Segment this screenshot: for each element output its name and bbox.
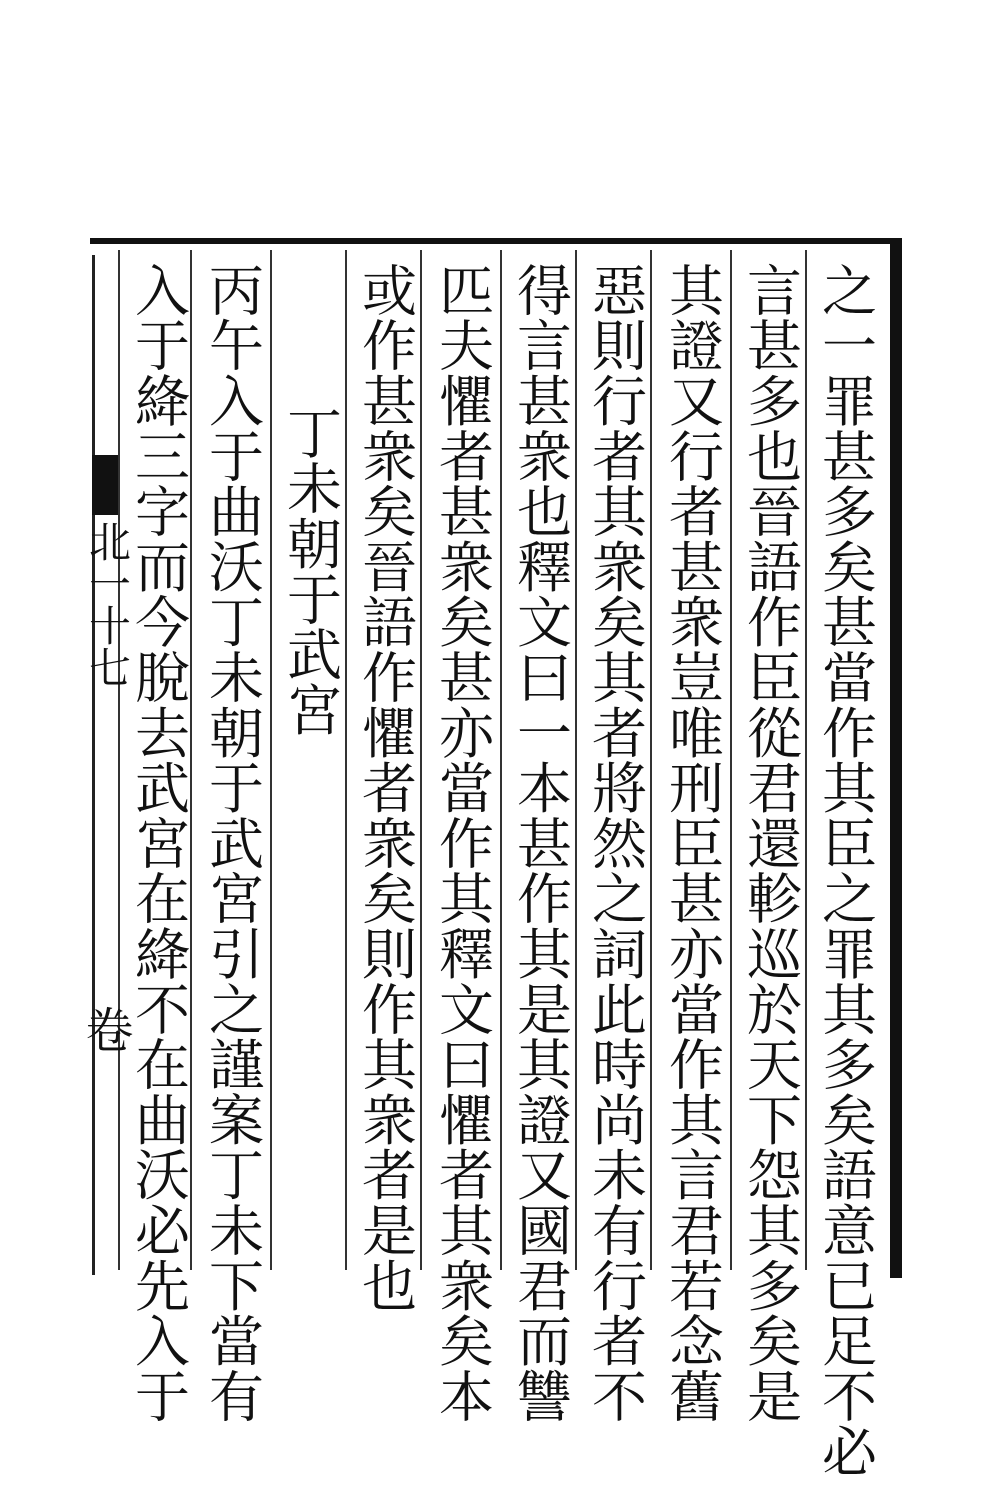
text-column-5: 得言甚衆也釋文曰一本甚作其是其證又國君而讐 [508,262,572,1424]
heading-column: 丁未朝于武宮 [278,405,342,737]
fold-edge-text: 北一十七 [83,520,132,688]
frame-right-border [890,238,902,1278]
column-rule [345,250,347,1270]
text-column-4: 惡則行者其衆矣其者將然之詞此時尚未有行者不 [583,262,647,1424]
text-column-10: 入于絳三字而今脫去武宮在絳不在曲沃必先入于 [126,262,190,1424]
text-column-1: 之一罪甚多矣甚當作其臣之罪其多矣語意已足不必 [813,262,877,1479]
frame-top-border [90,238,902,244]
column-rule [190,250,192,1270]
frame-left-border [92,255,95,1275]
text-column-2: 言甚多也晉語作臣從君還軫巡於天下怨其多矣是 [738,262,802,1424]
column-rule [730,250,732,1270]
text-column-3: 其證又行者甚衆豈唯刑臣甚亦當作其言君若念舊 [660,262,724,1424]
fold-juan-mark: 卷 [77,1005,133,1053]
column-rule [500,250,502,1270]
text-column-9: 丙午入于曲沃丁未朝于武宮引之謹案丁未下當有 [200,262,264,1424]
column-rule [420,250,422,1270]
column-rule [575,250,577,1270]
fold-mark [92,455,118,515]
column-rule [805,250,807,1270]
column-rule [650,250,652,1270]
text-column-7: 或作甚衆矣晉語作懼者衆矣則作其衆者是也 [353,262,417,1313]
column-rule [270,250,272,1270]
text-column-6: 匹夫懼者甚衆矣甚亦當作其釋文曰懼者其衆矣本 [430,262,494,1424]
column-rule [118,250,120,1270]
